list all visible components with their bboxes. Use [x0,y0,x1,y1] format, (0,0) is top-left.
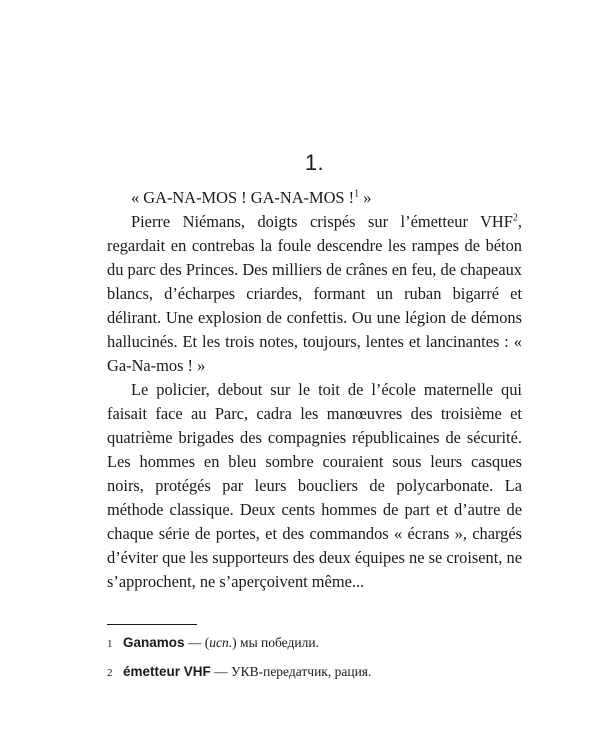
footnote-dash: — ( [184,635,210,650]
paragraph [107,378,522,594]
footnote-language: исп. [209,635,233,650]
footnotes [107,633,522,691]
footnote [107,633,522,654]
chapter-heading: 1. [304,150,325,175]
footnote-number: 1 [107,638,113,650]
paragraph-text: Pierre Niémans, doigts crispés sur l’émetteur VHF [131,212,513,231]
footnote-dash: — [210,664,232,679]
footnote-divider [107,624,197,625]
paragraph-text: , regardait en contrebas la foule descendre les rampes de béton du parc des Princes. Des milliers de crânes en feu, de chapeaux blancs, d’écharpes criardes, formant un ruban bigarré et délirant. Une explosion de confettis. Ou une légion de démons hallucinés. Et les trois notes, toujours, lentes et lancinantes : « Ga-Na-mos ! » [107,212,522,375]
paragraph [107,186,522,210]
paragraph-text: » [359,188,372,207]
body-text [107,186,522,594]
footnote-definition: ) мы победили. [232,635,319,650]
paragraph-text: Le policier, debout sur le toit de l’école maternelle qui faisait face au Parc, cadra les manœuvres des troisième et quatrième brigades des compagnies républicaines de sécurité. Les hommes en bleu sombre couraient sous leurs casques noirs, protégés par leurs boucliers de polycarbonate. La méthode classique. Deux cents hommes de part et d’autre de chaque série de portes, et des commandos « écrans », chargés d’éviter que les supporteurs des deux équipes ne se croisent, ne s’approchent, ne s’aperçoivent même... [107,380,522,591]
footnote [107,662,522,683]
paragraph [107,210,522,378]
footnote-definition: УКВ-передатчик, рация. [231,664,372,679]
footnote-number: 2 [107,667,113,679]
footnote-term: Ganamos [123,635,185,650]
footnote-ref[interactable]: 1 [354,188,360,200]
paragraph-text: « GA-NA-MOS ! GA-NA-MOS ! [131,188,355,207]
footnote-ref[interactable]: 2 [512,212,518,224]
footnote-term: émetteur VHF [123,664,211,679]
